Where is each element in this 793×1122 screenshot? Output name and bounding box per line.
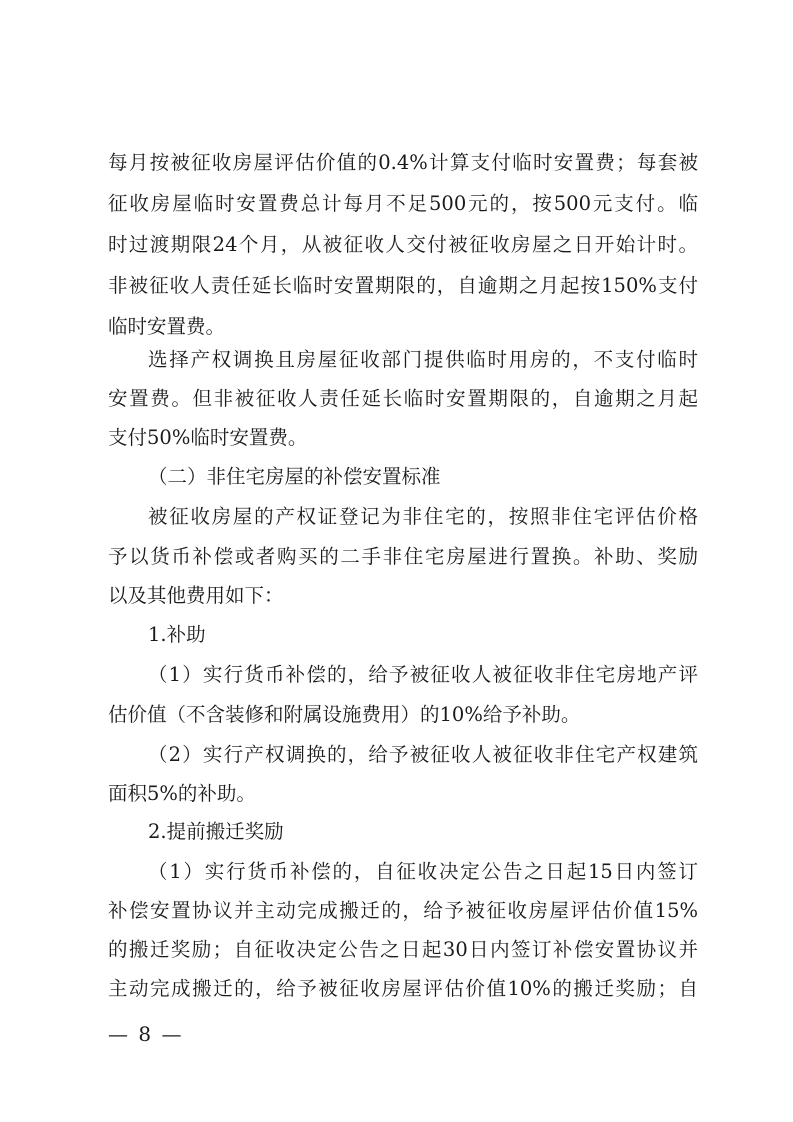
paragraph-line: 被征收房屋的产权证登记为非住宅的，按照非住宅评估价格 [148,505,698,528]
paragraph-line: 面积5%的补助。 [108,782,256,805]
paragraph-line: （1）实行货币补偿的，自征收决定公告之日起15日内签订 [148,860,698,883]
paragraph-line: 支付50%临时安置费。 [108,426,308,449]
paragraph-line: 临时安置费。 [108,315,226,338]
paragraph-line: 补偿安置协议并主动完成搬迁的，给予被征收房屋评估价值15% [108,899,698,922]
paragraph-line: （1）实行货币补偿的，给予被征收人被征收非住宅房地产评 [148,663,698,686]
subsection-heading: 2.提前搬迁奖励 [148,820,284,843]
paragraph-line: 每月按被征收房屋评估价值的0.4%计算支付临时安置费；每套被 [108,151,698,174]
page-number: — 8 — [108,1022,184,1046]
paragraph-line: 征收房屋临时安置费总计每月不足500元的，按500元支付。临 [108,192,698,215]
paragraph-line: 非被征收人责任延长临时安置期限的，自逾期之月起按150%支付 [108,274,698,297]
paragraph-line: 主动完成搬迁的，给予被征收房屋评估价值10%的搬迁奖励；自 [108,977,698,1000]
paragraph-line: 选择产权调换且房屋征收部门提供临时用房的，不支付临时 [148,348,698,371]
paragraph-line: 以及其他费用如下： [108,584,284,607]
paragraph-line: 估价值（不含装修和附属设施费用）的10%给予补助。 [108,703,581,726]
section-heading: （二）非住宅房屋的补偿安置标准 [148,465,441,488]
paragraph-line: 的搬迁奖励；自征收决定公告之日起30日内签订补偿安置协议并 [108,938,698,961]
paragraph-line: 予以货币补偿或者购买的二手非住宅房屋进行置换。补助、奖励 [108,545,698,568]
paragraph-line: 时过渡期限24个月，从被征收人交付被征收房屋之日开始计时。 [108,233,698,256]
paragraph-line: （2）实行产权调换的，给予被征收人被征收非住宅产权建筑 [148,743,698,766]
subsection-heading: 1.补助 [148,623,206,646]
paragraph-line: 安置费。但非被征收人责任延长临时安置期限的，自逾期之月起 [108,387,698,410]
